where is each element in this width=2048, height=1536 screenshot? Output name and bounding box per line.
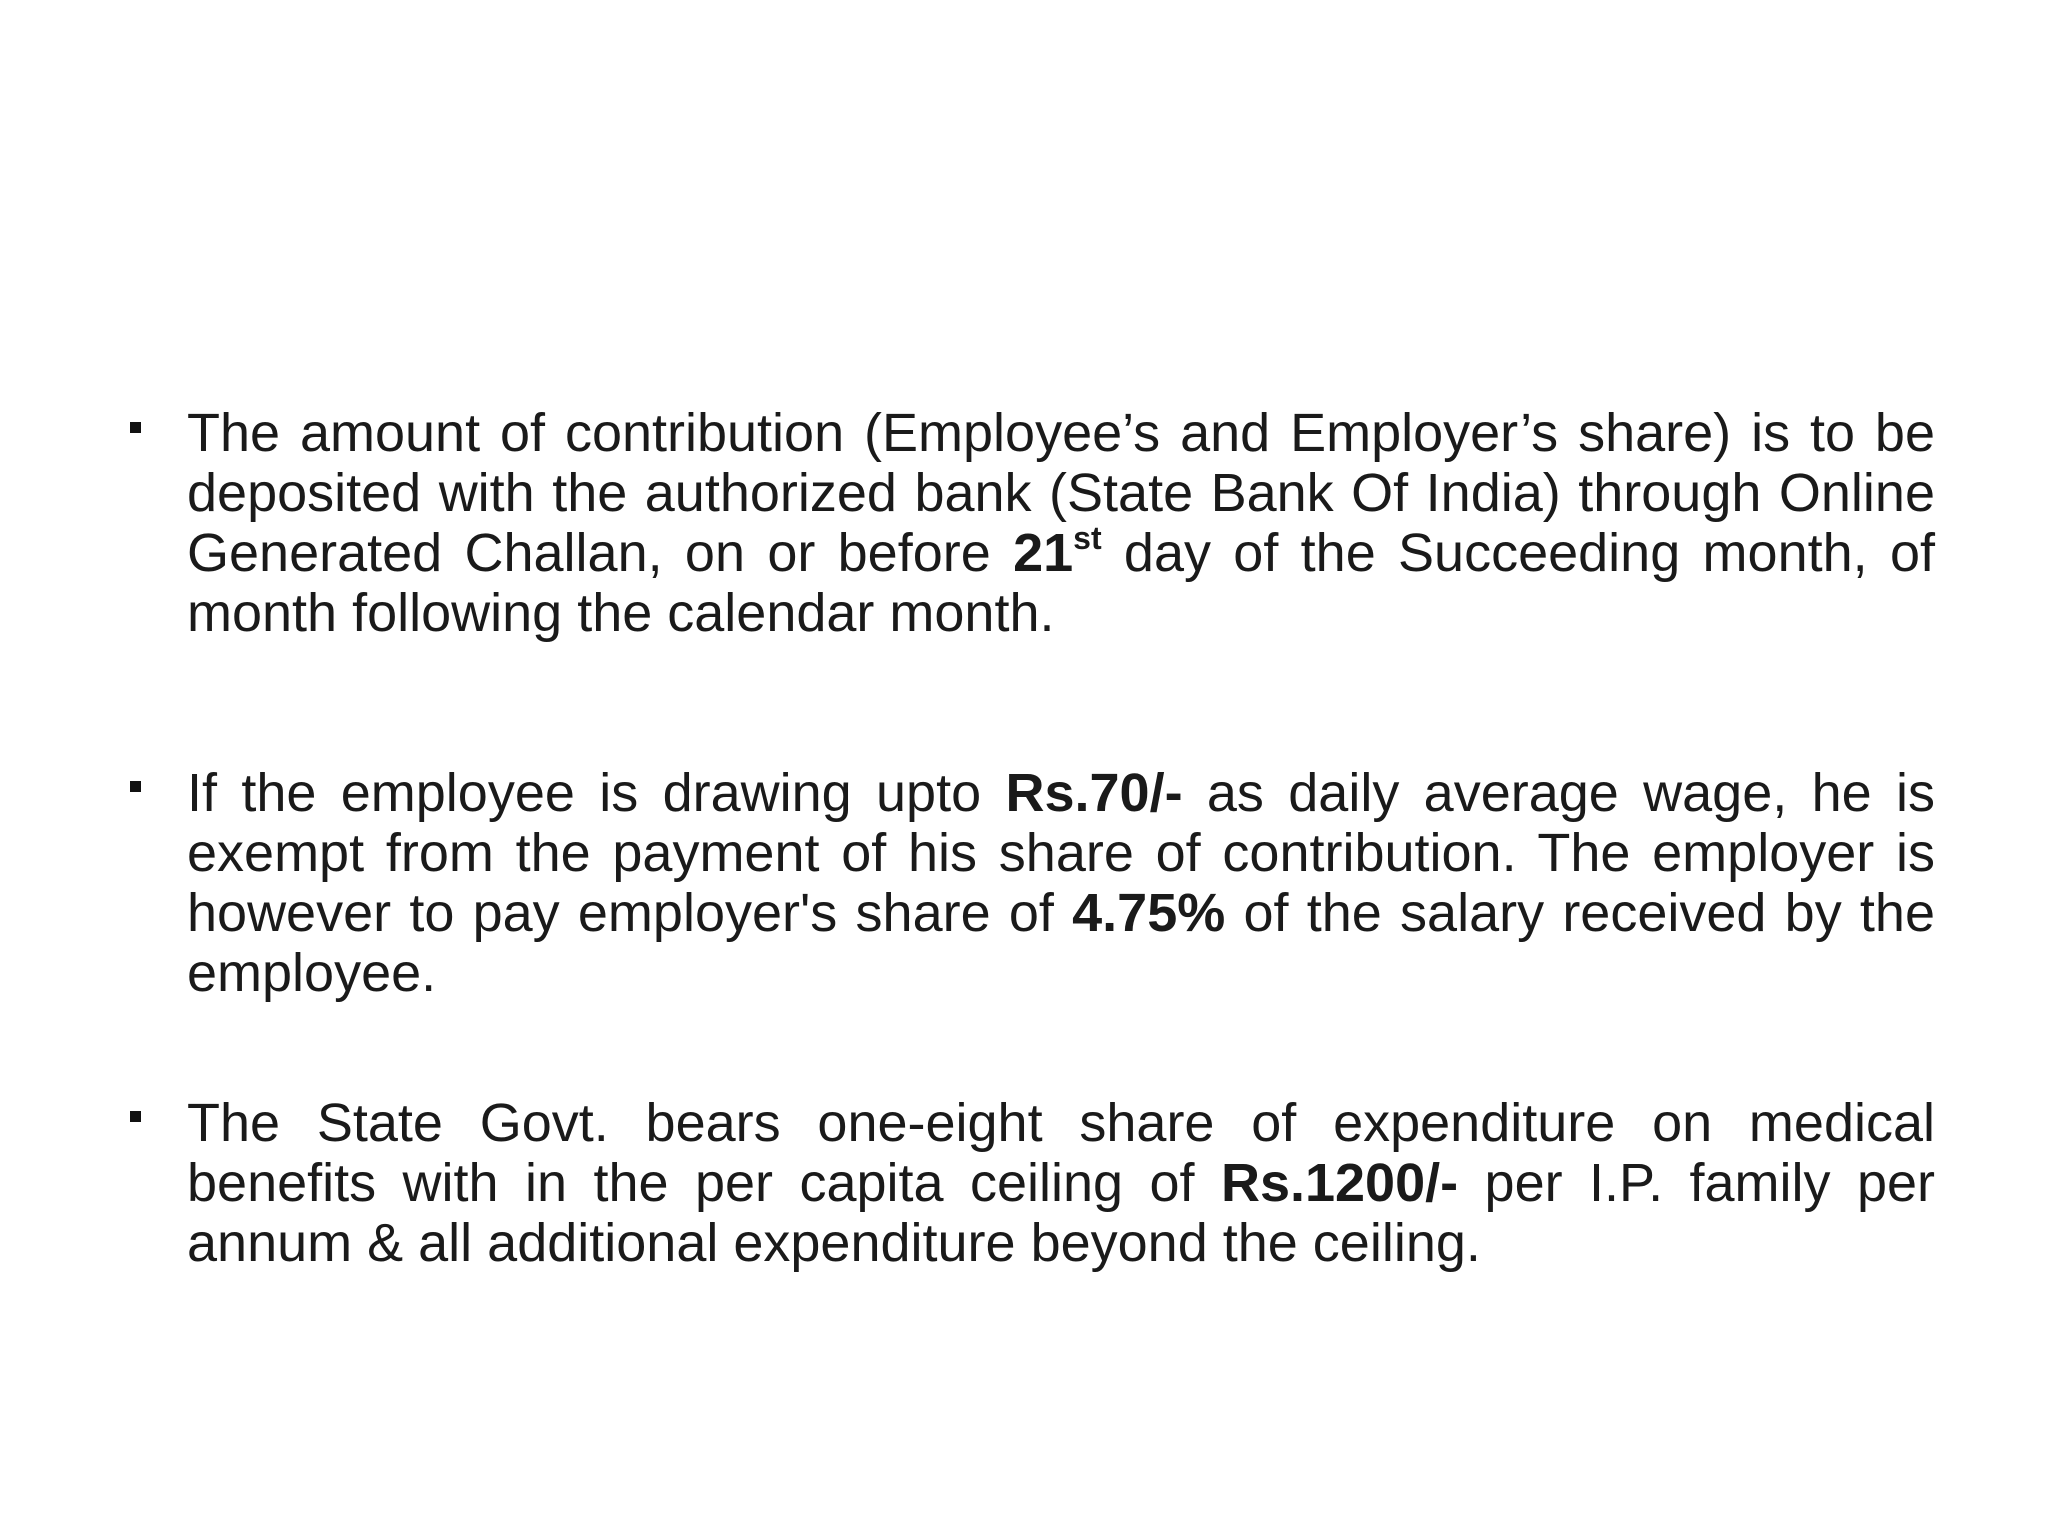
- paragraph-text: If the employee is drawing upto: [187, 763, 1006, 823]
- square-bullet-icon: [130, 781, 141, 792]
- bullet-paragraph-contribution-deposit: [187, 403, 1935, 643]
- paragraph-text: The State Govt. bears one-eight share of expenditure on medical benefits with in the per capita ceiling of: [187, 1093, 1935, 1213]
- ordinal-suffix: st: [1073, 520, 1102, 556]
- per-capita-ceiling: Rs.1200/-: [1220, 1153, 1459, 1213]
- bullet-paragraph-wage-exemption: [187, 763, 1935, 1003]
- square-bullet-icon: [130, 1111, 141, 1122]
- paragraph-text: per I.P. family per annum & all additional expenditure beyond the ceiling.: [187, 1153, 1935, 1273]
- deadline-day: 21: [1013, 523, 1074, 583]
- paragraph-text: The amount of contribution (Employee’s and Employer’s share) is to be deposited with the authorized bank (State Bank Of India) through Online Generated Challan, on or before: [187, 403, 1935, 583]
- wage-threshold: Rs.70/-: [1005, 763, 1183, 823]
- paragraph-text: day of the Succeeding month, of month following the calendar month.: [187, 523, 1935, 643]
- paragraph-text: as daily average wage, he is exempt from the payment of his share of contribution. The employer is however to pay employer's share of: [187, 763, 1935, 943]
- employer-share-rate: 4.75%: [1072, 883, 1226, 943]
- square-bullet-icon: [130, 422, 141, 433]
- bullet-paragraph-state-govt-share: [187, 1093, 1935, 1273]
- paragraph-text: of the salary received by the employee.: [187, 883, 1935, 1003]
